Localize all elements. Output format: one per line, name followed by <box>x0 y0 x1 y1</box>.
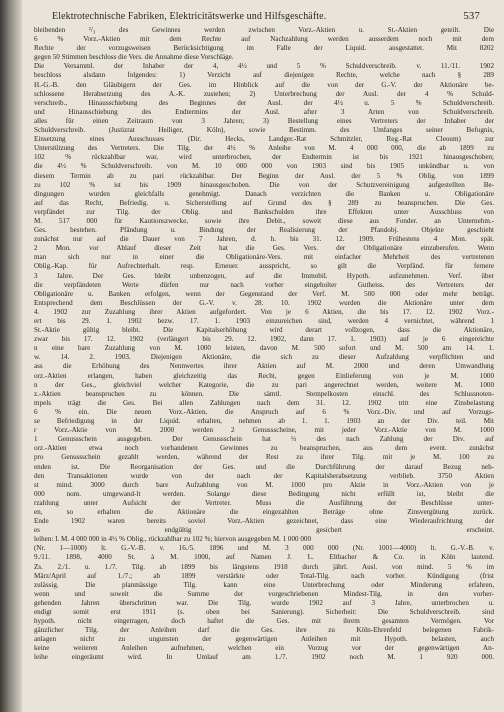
text-line: 1 Genussschein ausgegeben. Der Genussschein hat ⅓ des nach Zahlung der Div. auf <box>34 435 494 444</box>
text-line: r Vorz.-Aktie von M. 2000 werden 2 Genussscheine, mit jeder Vorz.-Aktie von M. 1000 <box>34 426 494 435</box>
text-line: es endgültig gesichert erscheint. <box>34 526 494 535</box>
text-line: beschloss alsdann folgendes: 1) Verzicht auf diejenigen Rechte, welche nach § 289 <box>34 71 494 80</box>
text-line: dingungen wurden gleichfalls genehmigt. Danach verzichten die Banken u. Obligationäre <box>34 189 494 198</box>
text-line: 000 nom. umgewand-lt werden. Solange diese Bedingung nicht erfüllt ist, bleibt die <box>34 489 494 498</box>
text-line: verschreib., Hinausschiebung des Beginnes der Ausl. der 4½ u. 5 % Schuldverschreib. <box>34 98 494 107</box>
text-line: Ges. bestehen. Pfändung u. Bindung der Realisierung der Pfandobj. Objekte geschieht <box>34 226 494 235</box>
text-line: gegen 50 Stimmen beschloss die Vers. die Annahme diese Vorschläge. <box>34 53 234 62</box>
text-line: n der Ges., gleichviel welcher Kategorie, die zu pari angerechnet werden, weitere M. 1000 <box>34 380 494 389</box>
text-line: gehenden Jahren überschritten war. Die Tilg. wurde 1902 auf 3 Jahre, unterbrochen u. <box>34 598 494 607</box>
text-line: hypoth. nicht eingetragen, doch haftet die Ges. mit ihrem gesamten Vermögen. Vor <box>34 617 494 626</box>
text-line: zunächst nur auf die Dauer von 7 Jahren, d. h. bis 31. 12. 1909. Frühestens 4 Mon. spät. <box>34 235 494 244</box>
text-line: 102 % rückzahlbar war, wird unterbrochen, der Endtermin ist bis 1921 hinausgeschoben; <box>34 153 494 162</box>
text-line: Rechte der vorzugsweisen Berücksichtigung im Falle der Liquid. ausgestattet. Mit 8202 <box>34 44 494 53</box>
text-line: st mind. 3000 durch bare Aufzahlung von M. 1000 pro Aktie in Vorz.-Aktien von je <box>34 480 494 489</box>
text-line: (Nr. 1—1000) lt. G.-V.-B. v. 16./5. 1896 und M. 3 000 000 (Nr. 1001—4000) lt. G.-V.-B. v. <box>34 544 494 553</box>
page-fold-shadow <box>0 0 22 712</box>
text-line: en, so erhalten die Aktionäre die eingezahlten Beträge ohne Zinsvergütung zurück. <box>34 507 494 516</box>
text-line: n eine bare Zuzahlung von M. 1000 leisten, davon M. 500 sofort und M. 500 am 14. 1. <box>34 344 494 353</box>
text-line: leihe eingeräumt wird. In Umlauf am 1./7. 1902 noch M. 1 920 000. <box>34 653 494 662</box>
text-line: 6 % Vorz.-Aktien mit dem Rechte auf Nachzahlung werden ausserdem noch mit dem <box>34 35 494 44</box>
text-line: orz.-Aktien erlangen, haben gleichzeitig das Recht, gegen Einlieferung von je M. 1000 <box>34 371 494 380</box>
text-line: diesem Termin ab zu pari rückzahlbar. Der Beginn der Ausl. der 5 % Oblig. von 1899 <box>34 171 494 180</box>
text-line: z.-Aktien beanspruchen zu können. Die sämtl. Stempelkosten einschl. des Schlussnoten- <box>34 389 494 398</box>
page-header <box>52 10 480 22</box>
text-line: orz.-Aktien etwa noch vorhandenen Gewinnes zu beanspruchen, aus dem event. zunächst <box>34 444 494 453</box>
text-line: M. 517 000 für Kautionszwecke, sowie ihre Debit., soweit diese aus Fonder. an Unternehm.- <box>34 216 494 225</box>
text-line: enden ist. Die Reorganisation der Ges. und die Durchführung der darauf Bezug neh- <box>34 462 494 471</box>
text-line: zulässig. Die planmässige Tilg. kann eine Unterbrechung oder Minderung erfahren, <box>34 580 494 589</box>
text-line: Obligationäre u. Banken erfolgen, wenn der Gegenstand der Verf. M. 500 000 oder mehr beträgt. <box>34 289 494 298</box>
page-number: 537 <box>463 10 480 22</box>
text-line: Zs. 2./1. u. 1./7. Tilg. ab 1899 bis längstens 1918 durch jährl. Ausl. von mind. 5 % im <box>34 562 494 571</box>
text-line: anlagen nicht zu ungunsten der gegenwärtigen Anleihen mit Hypoth. belasten, auch <box>34 635 494 644</box>
text-line: alles für einen Zeitraum von 3 Jahren; 3) Bestellung eines Vertreters der Inhaber der <box>34 116 494 125</box>
text-line: zu 102 % ist bis 1909 hinausgeschoben. Die von der Schutzvereinigung aufgestellten Be- <box>34 180 494 189</box>
text-line: Die Versamml. der Inhaber der 4, 4½ und 5 % Schuldverschreib. v. 11./11. 1902 <box>34 62 494 71</box>
text-line: keine weiteren Anleihen aufnehmen, welchen ein Vorzug vor der gegenwärtigen An- <box>34 644 494 653</box>
text-line: mpels trägt die Ges. Bei allen Zahlungen nach dem 31. 12. 1902 tritt eine Zinsbelastung <box>34 398 494 407</box>
text-line: leihen: I. M. 4 000 000 in 4½ % Oblig., rückzahlbar zu 102 %; hiervon ausgegeben M. 1 000 000 <box>34 535 312 544</box>
text-line: 6 % ein. Die neuen Vorz.-Aktien, die Anspruch auf 6 % Vorz.-Div. und auf Vorzugs- <box>34 407 494 416</box>
text-line: Unterstützung des Vertreters. Die Tilg. der 4½ % Anleihe von M. 4 000 000, die ab 1899 zu <box>34 144 494 153</box>
text-line: se Befriedigung in der Liquid. erhalten, nehmen ab 1. 1. 1903 an der Div. teil. Mit <box>34 417 494 426</box>
text-line: rzahlung unter Aufsicht der Vertreter. Muss die Ausführung der Beschlüsse unter- <box>34 498 494 507</box>
text-line: verpfändet zur Tilg. der Oblig. und Bankschulden ihre Effekten unter Ausschluss von <box>34 207 494 216</box>
text-line: endigt somit erst 1911 (s. oben bei Sanierung). Sicherheit: Die Schuldverschreib. sind <box>34 608 494 616</box>
text-line: 3 Jahre. Der Ges. bleibt unbenzogen, auf die Immobil. Hypoth. aufzunehmen. Verf. über <box>34 271 494 280</box>
text-line: und Hinausschiebung des Endtermins der Ausl. after 3 Arten von Schuldverschreib. <box>34 107 494 116</box>
text-line: gänzlicher Tilg. der Anleihen darf die Ges. ihre zu Köln-Ehrenfeld belegenen Fabrik- <box>34 626 494 635</box>
text-line: bleibenden ²/₃ des Gewinnes werden zwischen Vorz.-Aktien u. St.-Aktien geteilt. Die <box>34 26 494 34</box>
text-line: man sich nur in einer die Obligationäre-Vers. mit einfacher Mehrheit des vertretenen <box>34 253 494 262</box>
text-line: ert bis 29. 1. 1902 bezw. 17. 1. 1903 einzureichen sind, werden 4 vernichtet, während 1 <box>34 317 494 325</box>
text-line: den Transaktionen wurde von der nach der Kapitalsherabsetzung verblieb. 3750 Aktien <box>34 471 494 480</box>
text-line: w. 14. 2. 1903. Diejenigen Aktionäre, die sich zu dieser Aufzahlung verpflichten und <box>34 353 494 362</box>
text-line: März/April auf 1./7.; ab 1899 verstärkte oder Total-Tilg. nach vorher. Kündigung (frist <box>34 571 494 580</box>
text-line: Oblig.-Kap. für Aufrechterhalt. resp. Erneuer. ausspricht, so gilt die Verpfänd. für fernere <box>34 262 494 271</box>
text-line: Schuldverschreib. (Justizrat Heiliger, Köln), sowie Bestimm. des Umfanges seiner Befugnis, <box>34 126 494 135</box>
body-text <box>34 26 494 663</box>
text-line: St.-Aktie gültig bleibt. Die Kapitalserhöhung wird derart vollzogen, dass die Aktionäre, <box>34 326 494 335</box>
text-line: H.-G.-B. den Gläubigern der Ges. im Hinblick auf die von der G.-V. der Aktionäre be- <box>34 80 494 89</box>
text-line: zwar bis 17. 12. 1902 (verlängert bis 29. 12. 1902, dann 17. 1. 1903) auf je 6 eingereichte <box>34 335 494 344</box>
text-line: ass die Erhöhung des Nennwertes ihrer Aktien auf M. 2000 und deren Umwandlung <box>34 362 494 371</box>
text-line: die verpfändeten Werte dürfen nur nach vorher eingeholter Gutheiss. des Vertreters der <box>34 280 494 289</box>
text-line: auf das Recht, Befriedig. u. Sicherstellung auf Grund des § 289 zu beanspruchen. Die Ges. <box>34 198 494 207</box>
text-line: pro Genussschein gezahlt werden, während der Rest zu ihrer Tilg. mit je M. 100 zu <box>34 453 494 462</box>
text-line: 4. 1902 zur Zuzahlung ihrer Aktien aufgefordert. Von je 6 Aktien, die bis 17. 12. 1902 Vorz.- <box>34 307 494 316</box>
text-line: 2 Mon. vor Ablauf dieser Zeit hat die Ges. Vers. der Obligationäre einzuberufen. Wenn <box>34 244 494 253</box>
text-line: die 4½ % Schuldverschreib. von M. 10 000 000 von 1903 sind bis 1905 unkündbar u. von <box>34 162 494 171</box>
running-title: Elektrotechnische Fabriken, Elektricitätswerke und Hilfsgeschäfte. <box>52 11 327 22</box>
text-line: schlossene Herabsetzung des A.-K. zustehen; 2) Unterbrechung der Ausl. der 4 % Schuld- <box>34 89 494 98</box>
text-line: wenn und soweit die Summe der vorgeschriebenen Mindest-Tilg. in den vorher- <box>34 589 494 598</box>
text-line: Ende 1902 waren bereits soviel Vorz.-Aktien gezeichnet, dass eine Wiederaufrichtung der <box>34 517 494 526</box>
text-line: 9./11. 1898, 4000 St. à M. 1000, auf Namen J. L. Eltbacher & Co. in Köln lautend. <box>34 553 494 562</box>
text-line: Entsprechend dem Beschlüssen der G.-V. v. 28. 10. 1902 wurden die Aktionäre unter dem <box>34 298 494 307</box>
text-line: Einsetzung eines Ausschusses (Dir. Hecks, Landger.-Rat Schmitzler, Reg.-Rat Cleoum) zur <box>34 135 494 144</box>
